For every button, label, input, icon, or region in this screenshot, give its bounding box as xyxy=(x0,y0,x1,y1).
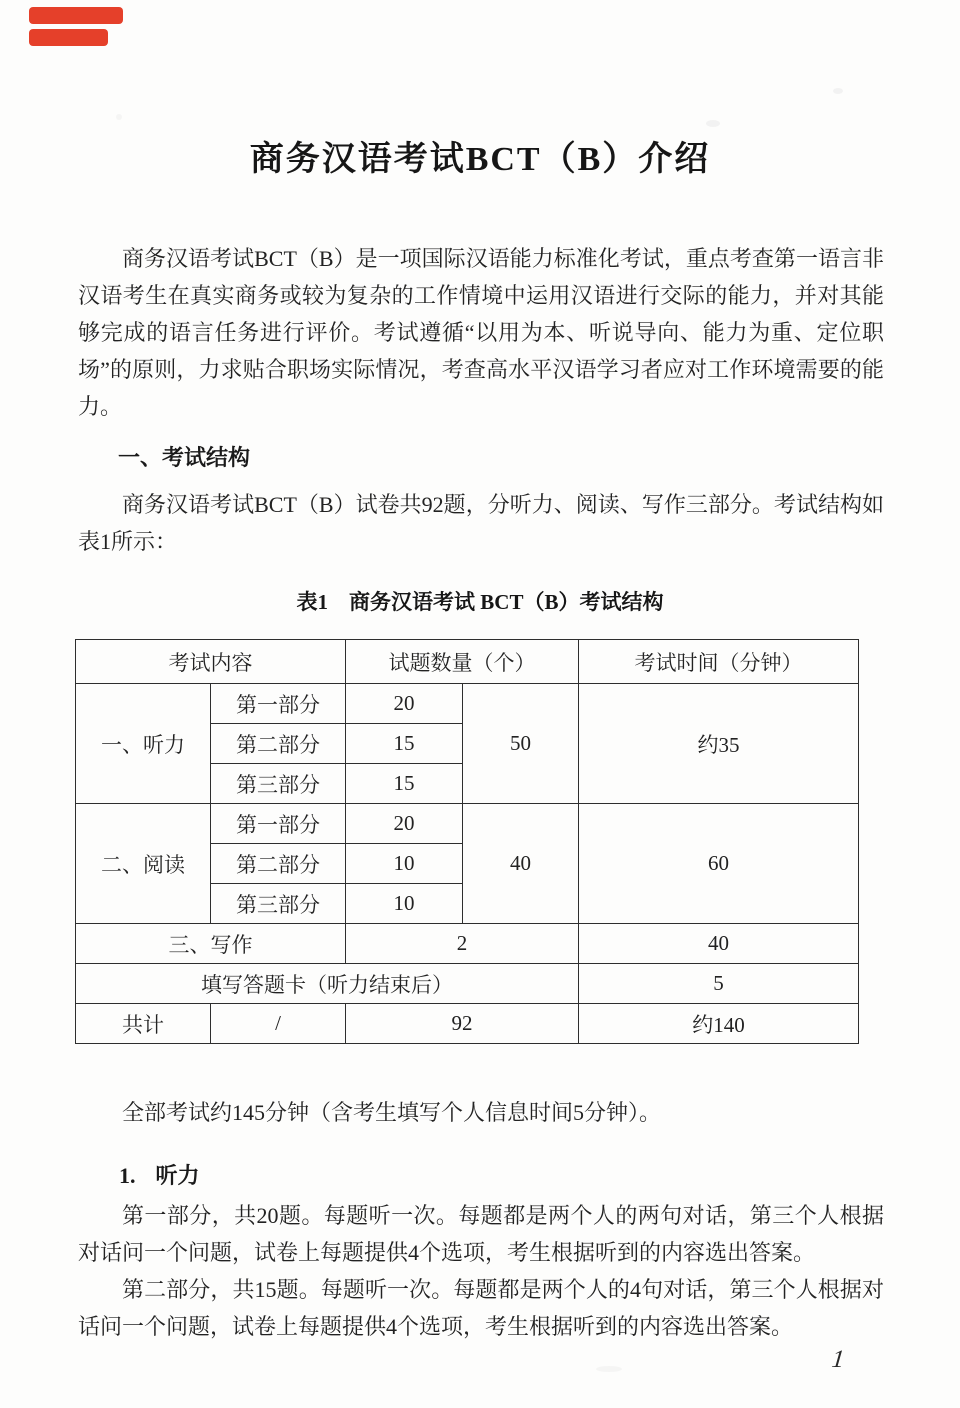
cell-listening-label: 一、听力 xyxy=(76,684,211,804)
cell-reading-label: 二、阅读 xyxy=(76,804,211,924)
table-row xyxy=(76,1004,859,1044)
cell-part-count: 15 xyxy=(346,764,463,804)
cell-reading-time: 60 xyxy=(579,804,859,924)
cell-listening-time: 约35 xyxy=(579,684,859,804)
exam-structure-paragraph: 商务汉语考试BCT（B）试卷共92题，分听力、阅读、写作三部分。考试结构如表1所示： xyxy=(78,492,884,554)
table-row xyxy=(76,684,859,724)
table-row xyxy=(76,924,859,964)
cell-writing-label: 三、写作 xyxy=(76,924,346,964)
red-pen-mark xyxy=(29,29,108,46)
header-exam-content: 考试内容 xyxy=(76,640,346,684)
scan-smudge xyxy=(596,1366,622,1372)
section-heading-exam-structure: 一、考试结构 xyxy=(118,445,251,470)
cell-listening-subtotal: 50 xyxy=(463,684,579,804)
table-caption: 表1 商务汉语考试 BCT（B）考试结构 xyxy=(296,590,664,614)
cell-answer-card-time: 5 xyxy=(579,964,859,1004)
header-question-count: 试题数量（个） xyxy=(346,640,579,684)
intro-paragraph: 商务汉语考试BCT（B）是一项国际汉语能力标准化考试，重点考查第一语言非汉语考生在真实商务或较为复杂的工作情境中运用汉语进行交际的能力，并对其能够完成的语言任务进行评价。考试遵循“以用为本、听说导向、能力为重、定位职场”的原则，力求贴合职场实际情况，考查高水平汉语学习者应对工作环境需要的能力。 xyxy=(78,246,884,419)
cell-total-time: 约140 xyxy=(579,1004,859,1044)
table-row xyxy=(76,804,859,844)
header-exam-time: 考试时间（分钟） xyxy=(579,640,859,684)
listening-heading-number: 1. xyxy=(119,1163,136,1188)
cell-reading-subtotal: 40 xyxy=(463,804,579,924)
page-title: 商务汉语考试BCT（B）介绍 xyxy=(249,141,711,178)
cell-total-slash: / xyxy=(211,1004,346,1044)
cell-writing-time: 40 xyxy=(579,924,859,964)
red-pen-mark xyxy=(29,7,123,24)
cell-total-label: 共计 xyxy=(76,1004,211,1044)
cell-part-name: 第三部分 xyxy=(211,764,346,804)
exam-structure-table xyxy=(75,639,859,1044)
cell-writing-count: 2 xyxy=(346,924,579,964)
cell-part-count: 10 xyxy=(346,884,463,924)
cell-part-count: 20 xyxy=(346,684,463,724)
cell-part-count: 10 xyxy=(346,844,463,884)
cell-total-count: 92 xyxy=(346,1004,579,1044)
duration-note: 全部考试约145分钟（含考生填写个人信息时间5分钟）。 xyxy=(122,1100,662,1125)
cell-part-name: 第三部分 xyxy=(211,884,346,924)
listening-heading-text: 听力 xyxy=(155,1163,200,1188)
cell-part-name: 第二部分 xyxy=(211,844,346,884)
cell-part-name: 第二部分 xyxy=(211,724,346,764)
table-header-row xyxy=(76,640,859,684)
cell-part-count: 15 xyxy=(346,724,463,764)
listening-part1-paragraph: 第一部分，共20题。每题听一次。每题都是两个人的两句对话，第三个人根据对话问一个问题，试卷上每题提供4个选项，考生根据听到的内容选出答案。 xyxy=(78,1203,884,1265)
cell-answer-card-label: 填写答题卡（听力结束后） xyxy=(76,964,579,1004)
cell-part-name: 第一部分 xyxy=(211,804,346,844)
listening-section-heading xyxy=(119,1159,200,1190)
cell-part-count: 20 xyxy=(346,804,463,844)
cell-part-name: 第一部分 xyxy=(211,684,346,724)
scan-smudge xyxy=(833,88,843,94)
scan-smudge xyxy=(116,114,122,120)
page-number: 1 xyxy=(830,1346,846,1373)
table-row xyxy=(76,964,859,1004)
listening-part2-paragraph: 第二部分，共15题。每题听一次。每题都是两个人的4句对话，第三个人根据对话问一个问题，试卷上每题提供4个选项，考生根据听到的内容选出答案。 xyxy=(78,1277,884,1339)
scan-smudge xyxy=(706,120,720,127)
